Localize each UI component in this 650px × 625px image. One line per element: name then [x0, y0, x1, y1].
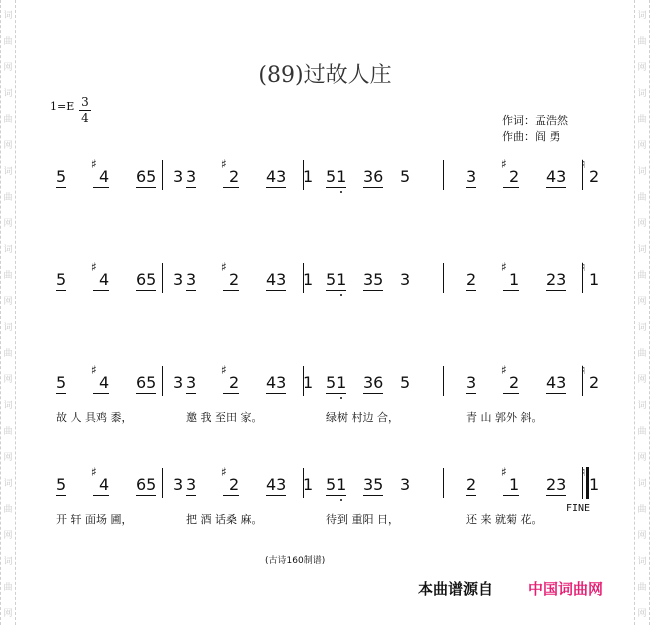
watermark-char: 网 — [3, 609, 13, 619]
note-group: 43 — [546, 167, 567, 186]
watermark-char: 曲 — [3, 271, 13, 281]
note-group: 43 — [266, 475, 287, 494]
lyric-line: 青 山 郭外 斜。 — [466, 411, 543, 424]
watermark-char: 词 — [3, 89, 13, 99]
eighth-beam — [56, 187, 66, 188]
watermark-char: 网 — [637, 375, 647, 385]
note-group: 4 — [99, 475, 110, 494]
time-signature-top: 3 — [81, 95, 89, 109]
watermark-char: 词 — [637, 245, 647, 255]
watermark-char: 词 — [637, 323, 647, 333]
barline — [162, 263, 163, 293]
note-group: 5 — [56, 475, 67, 494]
note-group: 51 — [326, 373, 347, 392]
score-row — [0, 157, 650, 220]
note-group: 23 — [546, 475, 567, 494]
key-signature: 1=E — [50, 100, 75, 113]
eighth-beam — [223, 495, 239, 496]
eighth-beam — [93, 290, 109, 291]
eighth-beam — [503, 393, 519, 394]
note-group: 5 — [400, 373, 411, 392]
watermark-char: 词 — [3, 479, 13, 489]
watermark-char: 曲 — [637, 349, 647, 359]
note-group: 3 — [173, 475, 184, 494]
eighth-beam — [546, 393, 566, 394]
note-group: 3 — [466, 373, 477, 392]
watermark-char: 网 — [3, 141, 13, 151]
watermark-char: 网 — [3, 531, 13, 541]
note-group: 3 — [186, 475, 197, 494]
eighth-beam — [93, 495, 109, 496]
watermark-char: 词 — [3, 11, 13, 21]
eighth-beam — [363, 495, 383, 496]
eighth-beam — [266, 393, 286, 394]
source-site-link[interactable]: 中国词曲网 — [528, 580, 604, 598]
lyric-line: 邀 我 至田 家。 — [186, 411, 263, 424]
note-group: 36 — [363, 373, 384, 392]
note-group: 2 — [509, 167, 520, 186]
note-group: 35 — [363, 475, 384, 494]
watermark-char: 网 — [3, 453, 13, 463]
watermark-char: 网 — [3, 375, 13, 385]
watermark-char: 网 — [637, 297, 647, 307]
watermark-char: 曲 — [3, 505, 13, 515]
watermark-char: 网 — [3, 63, 13, 73]
watermark-char: 网 — [637, 219, 647, 229]
eighth-beam — [136, 495, 156, 496]
note-group: 36 — [363, 167, 384, 186]
natural-sign: ♮ — [581, 260, 586, 274]
watermark-char: 曲 — [3, 37, 13, 47]
note-group: 1 — [589, 475, 600, 494]
watermark-char: 网 — [3, 297, 13, 307]
eighth-beam — [186, 393, 196, 394]
lyric-line: 待到 重阳 日， — [326, 513, 399, 526]
note-group: 5 — [56, 167, 67, 186]
eighth-beam — [266, 187, 286, 188]
watermark-char: 曲 — [637, 115, 647, 125]
sharp-sign: ♯ — [221, 465, 227, 479]
eighth-beam — [56, 393, 66, 394]
sharp-sign: ♯ — [501, 157, 507, 171]
note-group: 1 — [509, 270, 520, 289]
watermark-char: 词 — [637, 479, 647, 489]
lyricist-credit: 作词：孟浩然 — [502, 114, 568, 127]
watermark-char: 曲 — [637, 193, 647, 203]
barline — [443, 366, 444, 396]
final-barline-thin — [581, 465, 586, 499]
eighth-beam — [363, 393, 383, 394]
note-group: 5 — [56, 270, 67, 289]
note-group: 43 — [546, 373, 567, 392]
watermark-char: 网 — [637, 63, 647, 73]
sharp-sign: ♯ — [501, 465, 507, 479]
eighth-beam — [546, 187, 566, 188]
eighth-beam — [223, 187, 239, 188]
eighth-beam — [93, 393, 109, 394]
note-group: 43 — [266, 373, 287, 392]
watermark-char: 曲 — [3, 349, 13, 359]
barline — [443, 160, 444, 190]
eighth-beam — [546, 290, 566, 291]
low-octave-dot — [340, 191, 342, 193]
watermark-char: 曲 — [637, 505, 647, 515]
note-group: 1 — [303, 475, 314, 494]
eighth-beam — [186, 290, 196, 291]
barline — [443, 263, 444, 293]
watermark-char: 词 — [637, 167, 647, 177]
eighth-beam — [503, 187, 519, 188]
barline — [443, 468, 444, 498]
eighth-beam — [56, 495, 66, 496]
lyric-line: 把 酒 话桑 麻。 — [186, 513, 263, 526]
watermark-char: 曲 — [637, 271, 647, 281]
note-group: 65 — [136, 475, 157, 494]
eighth-beam — [546, 495, 566, 496]
time-signature — [79, 96, 91, 125]
note-group: 5 — [400, 167, 411, 186]
natural-sign: ♮ — [581, 363, 586, 377]
source-label: 本曲谱源自 — [418, 580, 494, 598]
watermark-char: 曲 — [637, 583, 647, 593]
note-group: 4 — [99, 270, 110, 289]
note-group: 4 — [99, 167, 110, 186]
eighth-beam — [136, 393, 156, 394]
sharp-sign: ♯ — [221, 260, 227, 274]
note-group: 3 — [173, 167, 184, 186]
eighth-beam — [326, 290, 346, 291]
note-group: 1 — [589, 270, 600, 289]
note-group: 4 — [99, 373, 110, 392]
sharp-sign: ♯ — [91, 363, 97, 377]
eighth-beam — [326, 187, 346, 188]
time-signature-bottom: 4 — [81, 111, 89, 125]
note-group: 2 — [229, 475, 240, 494]
note-group: 2 — [229, 373, 240, 392]
eighth-beam — [266, 290, 286, 291]
eighth-beam — [266, 495, 286, 496]
note-group: 2 — [466, 270, 477, 289]
note-group: 3 — [186, 270, 197, 289]
watermark-char: 网 — [3, 219, 13, 229]
watermark-char: 曲 — [637, 427, 647, 437]
note-group: 2 — [589, 373, 600, 392]
low-octave-dot — [340, 499, 342, 501]
lyric-line: 开 轩 面场 圃， — [56, 513, 133, 526]
eighth-beam — [466, 187, 476, 188]
eighth-beam — [56, 290, 66, 291]
composer-credit: 作曲：阎 勇 — [502, 130, 561, 143]
low-octave-dot — [340, 294, 342, 296]
eighth-beam — [186, 495, 196, 496]
note-group: 51 — [326, 167, 347, 186]
note-group: 65 — [136, 373, 157, 392]
note-group: 51 — [326, 270, 347, 289]
eighth-beam — [363, 187, 383, 188]
barline — [162, 160, 163, 190]
note-group: 65 — [136, 167, 157, 186]
sharp-sign: ♯ — [221, 363, 227, 377]
watermark-char: 曲 — [3, 193, 13, 203]
score-footnote: (古诗160制谱) — [265, 556, 326, 566]
score-row — [0, 260, 650, 323]
lyric-line: 还 来 就菊 花。 — [466, 513, 543, 526]
watermark-char: 词 — [3, 323, 13, 333]
eighth-beam — [186, 187, 196, 188]
eighth-beam — [466, 495, 476, 496]
lyric-line: 故 人 具鸡 黍， — [56, 411, 133, 424]
watermark-char: 曲 — [3, 115, 13, 125]
note-group: 3 — [466, 167, 477, 186]
note-group: 2 — [509, 373, 520, 392]
note-group: 2 — [229, 167, 240, 186]
sharp-sign: ♯ — [91, 465, 97, 479]
lyric-line: 绿树 村边 合， — [326, 411, 399, 424]
watermark-char: 词 — [3, 401, 13, 411]
watermark-char: 网 — [637, 141, 647, 151]
note-group: 2 — [589, 167, 600, 186]
eighth-beam — [136, 290, 156, 291]
note-group: 43 — [266, 167, 287, 186]
eighth-beam — [136, 187, 156, 188]
note-group: 3 — [400, 270, 411, 289]
note-group: 5 — [56, 373, 67, 392]
final-barline-thick — [586, 467, 589, 499]
eighth-beam — [223, 290, 239, 291]
watermark-char: 词 — [3, 557, 13, 567]
watermark-char: 曲 — [637, 37, 647, 47]
note-group: 1 — [303, 373, 314, 392]
note-group: 23 — [546, 270, 567, 289]
watermark-char: 词 — [3, 245, 13, 255]
note-group: 2 — [229, 270, 240, 289]
watermark-char: 网 — [637, 531, 647, 541]
sharp-sign: ♯ — [91, 260, 97, 274]
sharp-sign: ♯ — [501, 363, 507, 377]
song-title: (89)过故人庄 — [258, 63, 392, 88]
note-group: 3 — [173, 373, 184, 392]
low-octave-dot — [340, 397, 342, 399]
watermark-char: 词 — [637, 401, 647, 411]
note-group: 3 — [186, 167, 197, 186]
watermark-char: 曲 — [3, 427, 13, 437]
barline — [162, 366, 163, 396]
sharp-sign: ♯ — [221, 157, 227, 171]
note-group: 3 — [186, 373, 197, 392]
note-group: 3 — [173, 270, 184, 289]
watermark-char: 词 — [3, 167, 13, 177]
natural-sign: ♮ — [581, 157, 586, 171]
eighth-beam — [503, 290, 519, 291]
watermark-char: 网 — [637, 609, 647, 619]
score-row — [0, 363, 650, 426]
eighth-beam — [503, 495, 519, 496]
eighth-beam — [466, 290, 476, 291]
sharp-sign: ♯ — [501, 260, 507, 274]
eighth-beam — [363, 290, 383, 291]
watermark-char: 词 — [637, 11, 647, 21]
eighth-beam — [326, 393, 346, 394]
note-group: 3 — [400, 475, 411, 494]
sharp-sign: ♯ — [91, 157, 97, 171]
eighth-beam — [326, 495, 346, 496]
note-group: 43 — [266, 270, 287, 289]
fine-marker: FINE — [566, 503, 591, 514]
barline — [162, 468, 163, 498]
note-group: 1 — [303, 270, 314, 289]
watermark-char: 网 — [637, 453, 647, 463]
natural-sign: ♮ — [581, 465, 586, 479]
watermark-char: 曲 — [3, 583, 13, 593]
score-row — [0, 465, 650, 528]
watermark-char: 词 — [637, 89, 647, 99]
note-group: 1 — [303, 167, 314, 186]
note-group: 65 — [136, 270, 157, 289]
eighth-beam — [466, 393, 476, 394]
eighth-beam — [223, 393, 239, 394]
note-group: 1 — [509, 475, 520, 494]
note-group: 2 — [466, 475, 477, 494]
note-group: 35 — [363, 270, 384, 289]
watermark-char: 词 — [637, 557, 647, 567]
note-group: 51 — [326, 475, 347, 494]
eighth-beam — [93, 187, 109, 188]
